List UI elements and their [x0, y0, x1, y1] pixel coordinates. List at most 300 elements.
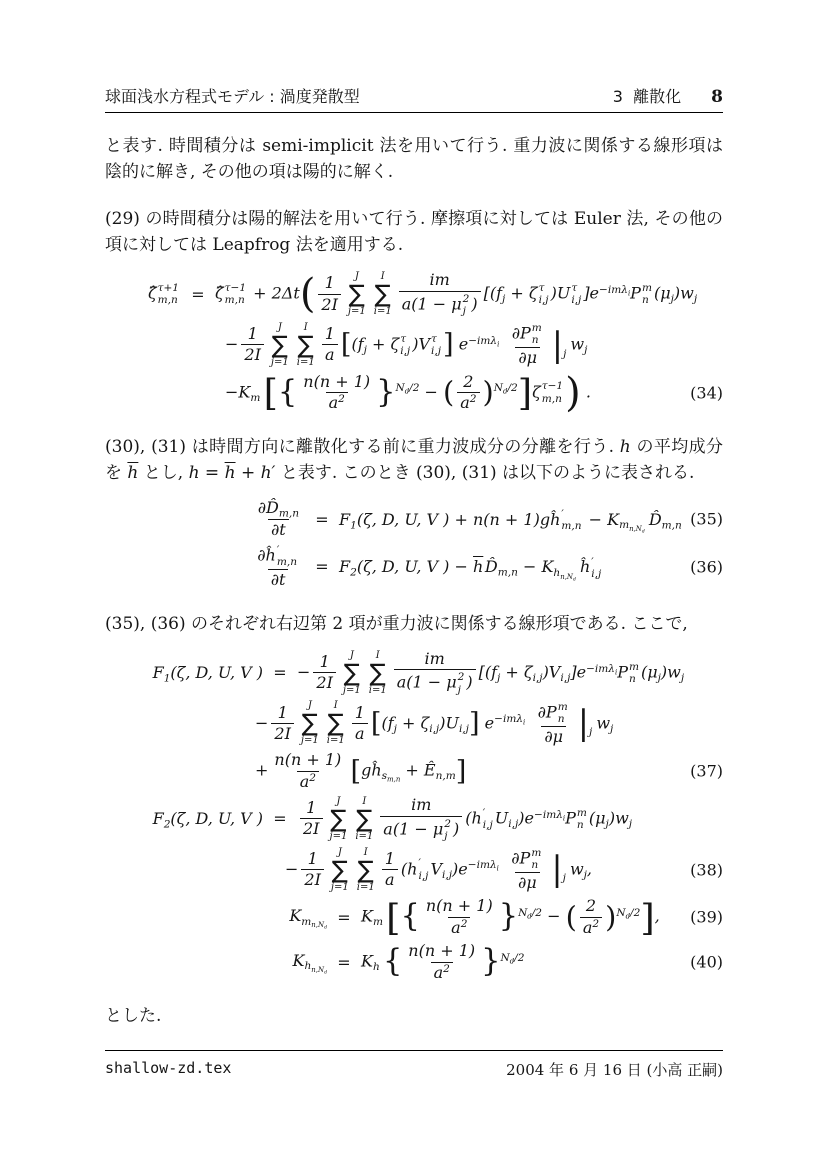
- stack-sup: [571, 282, 577, 294]
- math-run: e: [479, 712, 495, 732]
- big-delimiter: ): [482, 375, 494, 410]
- footer-date: 2004 年 6 月 16 日 (小高 正嗣): [506, 1061, 723, 1079]
- math-run: +: [255, 760, 269, 780]
- big-delimiter: (: [443, 375, 455, 410]
- summation: [330, 796, 348, 842]
- math-run: i,j: [418, 869, 429, 882]
- vertical-bar: |: [551, 324, 564, 364]
- equation-line: [105, 369, 723, 416]
- eval-subscript: j: [589, 726, 593, 739]
- denominator: [241, 344, 264, 365]
- subscript: [610, 723, 613, 735]
- subscript: [681, 672, 684, 684]
- math-run: (: [400, 859, 408, 879]
- sum-lower: i=1: [355, 830, 374, 842]
- big-delimiter: }: [376, 374, 396, 410]
- math-run: U: [494, 808, 509, 828]
- stack-sup: [225, 282, 246, 294]
- math-run: F: [339, 557, 351, 577]
- equation-line: [105, 896, 723, 938]
- math-run: 2: [443, 962, 450, 975]
- math-run: −: [542, 906, 566, 926]
- math-run: n: [641, 294, 649, 307]
- math-base: h: [407, 859, 418, 879]
- big-delimiter: [: [340, 329, 352, 361]
- math-base: μ: [432, 819, 444, 839]
- overbar-var: $\overline{h}$: [473, 557, 484, 577]
- text-run: の平均成分を: [105, 436, 724, 483]
- stack-sub: [571, 294, 581, 306]
- sigma-glyph: ∑: [369, 658, 386, 687]
- supsub-stack: [444, 818, 451, 842]
- math-run: m,n: [387, 775, 401, 784]
- fraction: [457, 372, 479, 414]
- math-run: m: [619, 519, 630, 532]
- subscript: [573, 577, 576, 582]
- stack-sub: [483, 819, 493, 831]
- math-run: e: [453, 334, 469, 354]
- sum-upper: I: [303, 321, 308, 333]
- math-run: /2: [531, 907, 543, 920]
- stack-sub: [418, 870, 428, 882]
- equation-line: [105, 941, 723, 983]
- math-run: i: [627, 289, 631, 298]
- math-run: 2I: [274, 723, 291, 743]
- stack-sub: [577, 819, 584, 831]
- math-run: m,n: [224, 294, 245, 307]
- math-run: d: [404, 387, 410, 396]
- stack-sup: [431, 333, 437, 345]
- math-run: d: [324, 925, 327, 931]
- stack-sup: [542, 380, 563, 392]
- math-run: 2: [309, 771, 316, 784]
- sigma-glyph: ∑: [343, 658, 360, 687]
- math-run: ′: [482, 806, 486, 819]
- running-header-title: 球面浅水方程式モデル : 渦度発散型: [105, 87, 360, 106]
- denominator: [300, 818, 323, 839]
- equation-34: [105, 270, 723, 416]
- math-run: [(f: [478, 662, 498, 682]
- equation-39: [105, 896, 723, 938]
- math-run: ′: [561, 508, 564, 521]
- supsub-stack: [225, 282, 246, 306]
- paragraph-5: とした.: [105, 1006, 162, 1027]
- numerator: [245, 324, 261, 344]
- sigma-glyph: ∑: [330, 804, 347, 833]
- subscript: [629, 525, 645, 533]
- equation-number: (38): [690, 860, 723, 880]
- math-run: i,j: [431, 344, 442, 357]
- equation-rhs: [215, 270, 723, 318]
- math-run: n,N: [560, 572, 573, 581]
- stack-sub: [400, 345, 410, 357]
- math-space: [525, 709, 531, 728]
- subscript: [584, 344, 587, 356]
- math-run: d: [324, 970, 327, 976]
- math-run: n: [576, 818, 584, 831]
- fraction: [394, 649, 476, 697]
- subscript: [560, 573, 576, 581]
- stack-sub: [561, 520, 581, 532]
- big-delimiter: [: [370, 707, 382, 739]
- equation-37: [105, 649, 723, 792]
- math-run: −imλ: [467, 859, 497, 872]
- math-run: )w: [660, 662, 681, 682]
- math-run: ∂μ: [518, 348, 538, 368]
- math-run: 1: [277, 702, 288, 722]
- equation-line: [105, 270, 723, 318]
- math-run: m: [641, 282, 652, 295]
- subscript: [459, 723, 469, 735]
- denominator: [541, 726, 566, 747]
- equation-rhs: [255, 700, 723, 748]
- math-run: d: [573, 577, 576, 583]
- equation-lhs: [105, 951, 327, 974]
- stack-sup: [463, 293, 470, 305]
- sum-lower: i=1: [296, 356, 315, 368]
- math-run: m,n: [541, 392, 562, 405]
- math-run: m,n: [561, 520, 582, 533]
- sigma-glyph: ∑: [374, 280, 391, 309]
- stack-sub: [225, 294, 245, 306]
- math-run: τ: [538, 282, 545, 295]
- big-delimiter: {: [382, 944, 403, 980]
- denominator: [322, 344, 338, 365]
- numerator: [422, 649, 448, 669]
- subscript: [250, 392, 260, 404]
- math-run: j: [444, 829, 448, 842]
- math-run: i: [614, 667, 618, 676]
- math-run: (ζ, D, U, V ) −: [356, 557, 473, 577]
- math-run: j: [502, 293, 506, 306]
- denominator: [301, 869, 324, 890]
- equation-line: [105, 321, 723, 369]
- math-run: m,n: [661, 519, 682, 532]
- math-run: im: [424, 648, 445, 668]
- math-run: j: [657, 672, 661, 684]
- equals-sign: =: [273, 809, 287, 829]
- math-run: j: [610, 722, 614, 735]
- superscript: [599, 284, 630, 296]
- math-run: j: [584, 344, 588, 357]
- math-run: .: [580, 382, 591, 402]
- math-run: (μ: [653, 283, 671, 303]
- stack-sub: [458, 684, 461, 696]
- math-run: −K: [225, 382, 251, 402]
- equation-rhs: [361, 941, 723, 983]
- math-run: ∂μ: [517, 873, 537, 893]
- stack-sub: [158, 294, 178, 306]
- numerator: [408, 795, 434, 815]
- math-base: P: [630, 283, 641, 303]
- math-run: 1: [306, 798, 317, 818]
- equation-35: [105, 498, 723, 540]
- math-run: ∂: [537, 702, 546, 722]
- math-run: j: [583, 868, 587, 881]
- summation: [343, 650, 361, 696]
- summation: [374, 271, 392, 317]
- math-run: i,j: [508, 818, 519, 831]
- math-run: i,j: [532, 672, 543, 684]
- evaluated-at-bar: [551, 324, 567, 364]
- math-run: j: [363, 344, 367, 357]
- evaluated-at-bar: [577, 703, 593, 743]
- math-run: i: [497, 340, 500, 349]
- denominator: [580, 917, 602, 938]
- eval-subscript: j: [562, 872, 566, 885]
- equation-line: [105, 750, 723, 792]
- math-run: 2: [350, 567, 357, 580]
- subscript: [629, 818, 632, 830]
- numerator: [255, 498, 302, 518]
- math-run: i: [562, 814, 566, 823]
- math-run: a: [328, 393, 339, 413]
- math-run: im: [411, 795, 432, 815]
- subscript: [382, 770, 401, 782]
- math-run: (f: [351, 334, 364, 354]
- math-run: )e: [518, 808, 534, 828]
- math-run: h: [304, 960, 312, 973]
- equation-rhs: [339, 506, 723, 533]
- denominator: [457, 392, 479, 413]
- math-run: j: [628, 818, 633, 831]
- fraction: [313, 652, 336, 694]
- superscript: [461, 918, 468, 930]
- math-run: m: [628, 660, 639, 673]
- math-run: (: [465, 808, 472, 828]
- equation-number: (37): [690, 761, 723, 781]
- numerator: [405, 941, 478, 961]
- math-run: 2: [460, 918, 468, 931]
- numerator: [508, 846, 546, 872]
- math-run: +: [505, 283, 529, 303]
- fraction: [352, 703, 368, 745]
- math-run: j: [462, 304, 466, 317]
- big-delimiter: ]: [517, 370, 533, 414]
- math-run: (ζ, D, U, V ): [170, 809, 263, 829]
- page-content: [105, 84, 723, 1029]
- math-run: j: [497, 672, 501, 684]
- superscript: [534, 809, 565, 821]
- fraction: [271, 703, 294, 745]
- math-run: d: [641, 529, 645, 535]
- fraction: [380, 795, 462, 843]
- math-run: n(n + 1): [425, 896, 493, 916]
- equation-lhs: [105, 906, 327, 929]
- numerator: [352, 703, 368, 723]
- supsub-stack: [531, 847, 541, 871]
- math-run: n,N: [311, 965, 325, 974]
- math-run: i,j: [560, 672, 571, 684]
- math-run: (ζ, D, U, V ): [170, 663, 263, 683]
- math-run: ): [452, 819, 460, 839]
- superscript: [494, 713, 525, 725]
- big-delimiter: (: [299, 271, 316, 318]
- subscript: [436, 770, 456, 782]
- math-run: a: [460, 393, 470, 413]
- equation-rhs: [297, 795, 723, 843]
- stack-sup: [458, 671, 465, 683]
- math-run: τ: [571, 282, 578, 295]
- summation: [331, 847, 349, 893]
- math-run: ′: [276, 543, 280, 556]
- supsub-stack: [431, 333, 441, 357]
- math-run: 1: [324, 323, 335, 343]
- denominator: [380, 816, 462, 843]
- math-run: )w: [608, 808, 629, 828]
- math-run: (f: [381, 712, 394, 732]
- math-run: 1: [384, 848, 395, 868]
- fraction: [405, 941, 478, 983]
- math-run: d: [503, 387, 508, 396]
- math-run: N: [395, 382, 405, 395]
- math-run: 2I: [304, 870, 321, 890]
- math-run: ): [550, 283, 557, 303]
- math-run: w: [569, 859, 584, 879]
- sum-lower: i=1: [373, 306, 392, 318]
- sum-lower: i=1: [368, 684, 387, 696]
- math-run: K: [292, 950, 305, 970]
- math-run: τ: [431, 332, 437, 345]
- running-header-section: 3 離散化: [612, 87, 682, 106]
- math-run: n(n + 1): [408, 941, 476, 961]
- subscript: [350, 567, 357, 579]
- math-run: a: [582, 917, 593, 937]
- math-run: 2I: [316, 673, 333, 693]
- subscript: [373, 961, 380, 973]
- sum-lower: j=1: [329, 830, 348, 842]
- denominator: [399, 291, 481, 318]
- subscript: [553, 567, 576, 583]
- equation-number: (35): [690, 509, 723, 529]
- math-run: m: [557, 700, 568, 713]
- superscript: [443, 963, 450, 975]
- numerator: [300, 372, 373, 392]
- big-delimiter: ): [565, 369, 581, 416]
- math-base: P: [519, 848, 531, 868]
- equals-sign: =: [337, 907, 351, 927]
- equals-sign: =: [273, 663, 287, 683]
- equation-line: [105, 543, 723, 591]
- math-space: [499, 330, 505, 349]
- supsub-stack: [277, 544, 297, 568]
- superscript: [586, 663, 617, 675]
- math-run: N: [616, 907, 626, 920]
- numerator: [509, 321, 547, 347]
- stack-sup: [277, 544, 279, 556]
- summation: [357, 847, 375, 893]
- sum-upper: J: [336, 795, 341, 807]
- math-run: m: [250, 391, 261, 404]
- denominator: [515, 347, 540, 368]
- equation-number: (40): [690, 952, 723, 972]
- math-run: 2: [463, 371, 474, 391]
- math-run: m,n: [278, 507, 299, 520]
- math-base: P: [617, 662, 628, 682]
- stack-sup: [531, 847, 541, 859]
- math-run: − K: [517, 557, 554, 577]
- supsub-stack: [561, 508, 581, 532]
- math-run: m,n: [157, 294, 178, 307]
- superscript: [616, 907, 640, 919]
- math-run: j: [680, 672, 685, 684]
- math-run: ): [466, 673, 473, 693]
- superscript: [500, 952, 524, 964]
- math-run: ,: [654, 906, 660, 926]
- equation-lhs: [105, 543, 305, 591]
- math-run: i,j: [571, 294, 582, 307]
- big-delimiter: [: [386, 895, 401, 939]
- subscript: [662, 519, 682, 531]
- math-run: τ−1: [224, 282, 247, 295]
- text-run: (30), (31) は時間方向に離散化する前に重力波成分の分離を行う.: [105, 436, 620, 457]
- math-run: d: [625, 912, 631, 921]
- stack-sup: [591, 556, 593, 568]
- vertical-bar: |: [577, 703, 590, 743]
- subscript: [642, 529, 645, 534]
- fraction: [300, 798, 323, 840]
- stack-sup: [158, 282, 179, 294]
- page-number: 8: [711, 87, 723, 107]
- math-run: +: [366, 334, 391, 354]
- text-run: と表す. このとき (30), (31) は以下のように表される.: [275, 462, 695, 483]
- inline-math-overbar: $\overline{h}$: [127, 462, 139, 483]
- sigma-glyph: ∑: [297, 330, 314, 359]
- math-run: d: [527, 912, 532, 921]
- stack-sup: [561, 508, 563, 520]
- sum-upper: J: [277, 321, 282, 333]
- sum-upper: J: [354, 271, 359, 283]
- fraction: [423, 896, 496, 938]
- math-run: a: [355, 723, 365, 743]
- math-run: a(1 −: [396, 673, 447, 693]
- sum-lower: j=1: [330, 881, 349, 893]
- math-run: j: [670, 293, 674, 306]
- superscript: [395, 382, 419, 394]
- summation: [355, 796, 373, 842]
- math-base: U: [556, 283, 571, 303]
- sum-upper: I: [362, 795, 367, 807]
- math-run: a: [451, 917, 461, 937]
- math-run: ∂: [511, 848, 520, 868]
- math-run: w: [570, 334, 585, 354]
- math-run: 2: [444, 817, 451, 830]
- math-run: i,j: [442, 868, 453, 881]
- math-run: τ−1: [541, 380, 564, 393]
- sum-lower: j=1: [270, 356, 289, 368]
- equation-40: [105, 941, 723, 983]
- math-run: )U: [439, 712, 459, 732]
- math-run: 2: [592, 918, 600, 931]
- math-run: a: [385, 870, 395, 890]
- math-run: a(1 −: [401, 294, 452, 314]
- equation-rhs: [225, 369, 723, 416]
- math-run: g: [361, 760, 372, 780]
- math-run: 2: [585, 896, 597, 916]
- numerator: [583, 896, 599, 916]
- math-run: i,j: [591, 567, 602, 580]
- subscript: [619, 519, 645, 535]
- supsub-stack: [483, 807, 493, 831]
- fraction: [535, 700, 573, 748]
- equation-lhs: [105, 809, 263, 832]
- superscript: [494, 382, 518, 394]
- supsub-stack: [571, 282, 581, 306]
- subscript: [350, 519, 357, 531]
- math-run: 2: [338, 393, 345, 406]
- stack-sub: [444, 830, 447, 842]
- math-base: ζ̂: [215, 283, 224, 303]
